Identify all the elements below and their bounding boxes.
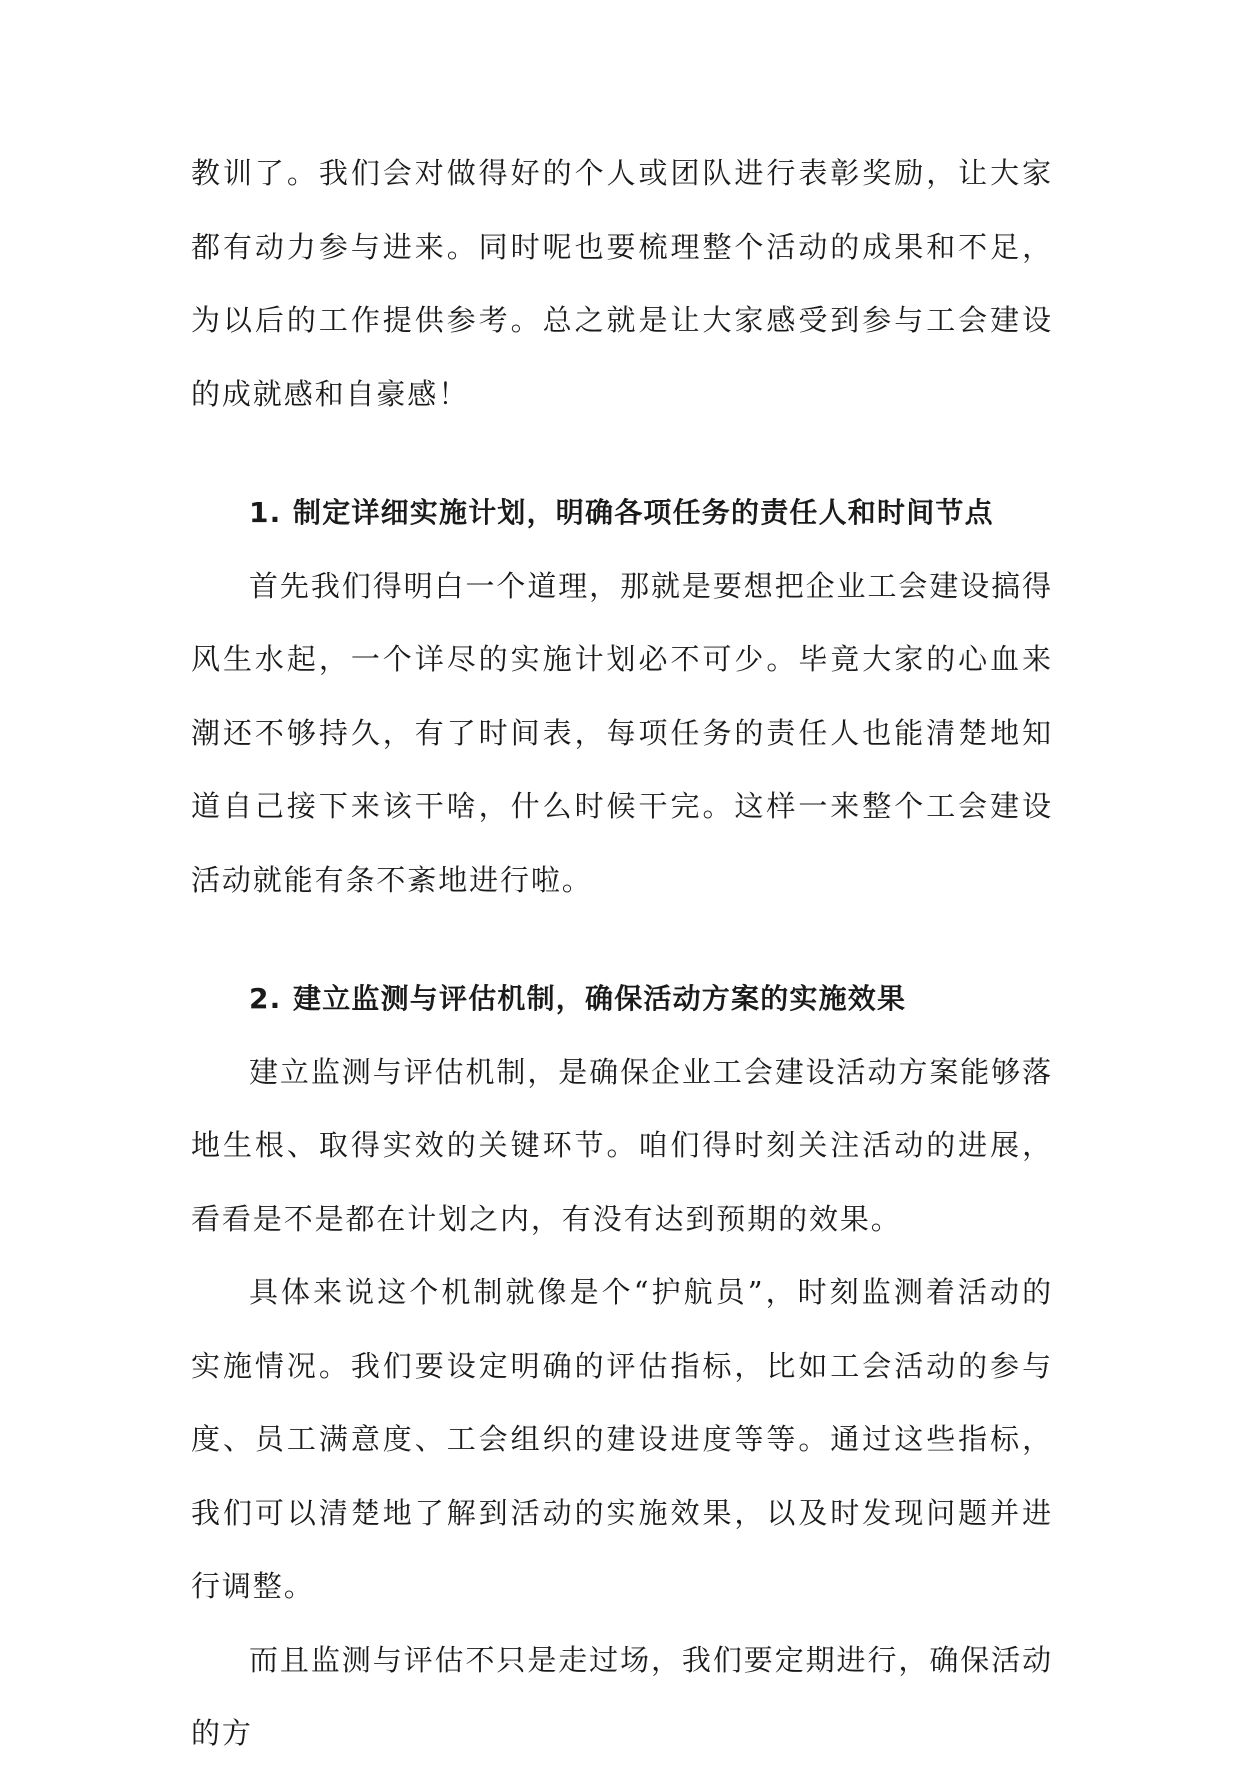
section-1-title: 制定详细实施计划，明确各项任务的责任人和时间节点 bbox=[293, 496, 994, 529]
section-2-number: 2. bbox=[249, 982, 282, 1015]
section-2-paragraph-2: 具体来说这个机制就像是个“护航员”，时刻监测着活动的实施情况。我们要设定明确的评估指标，比如工会活动的参与度、员工满意度、工会组织的建设进度等等。通过这些指标，我们可以清楚地了解到活动的实施效果，以及时发现问题并进行调整。 bbox=[191, 1275, 1053, 1603]
section-2-paragraph-3: 而且监测与评估不只是走过场，我们要定期进行，确保活动的方 bbox=[191, 1642, 1053, 1750]
section-2-title: 建立监测与评估机制，确保活动方案的实施效果 bbox=[293, 982, 907, 1015]
section-2-paragraph-1: 建立监测与评估机制，是确保企业工会建设活动方案能够落地生根、取得实效的关键环节。咱们得时刻关注活动的进展，看看是不是都在计划之内，有没有达到预期的效果。 bbox=[191, 1054, 1053, 1236]
section-1-paragraph-1: 首先我们得明白一个道理，那就是要想把企业工会建设搞得风生水起，一个详尽的实施计划必不可少。毕竟大家的心血来潮还不够持久，有了时间表，每项任务的责任人也能清楚地知道自己接下来该干啥，什么时候干完。这样一来整个工会建设活动就能有条不紊地进行啦。 bbox=[191, 568, 1053, 897]
paragraph-continuation: 教训了。我们会对做得好的个人或团队进行表彰奖励，让大家都有动力参与进来。同时呢也要梳理整个活动的成果和不足，为以后的工作提供参考。总之就是让大家感受到参与工会建设的成就感和自豪感！ bbox=[191, 156, 1053, 411]
section-1-heading bbox=[191, 476, 1053, 550]
section-spacer bbox=[191, 917, 1053, 962]
section-spacer bbox=[191, 431, 1053, 476]
section-1-number: 1. bbox=[249, 496, 282, 529]
section-2-heading bbox=[191, 962, 1053, 1036]
document-body bbox=[191, 137, 1053, 1771]
